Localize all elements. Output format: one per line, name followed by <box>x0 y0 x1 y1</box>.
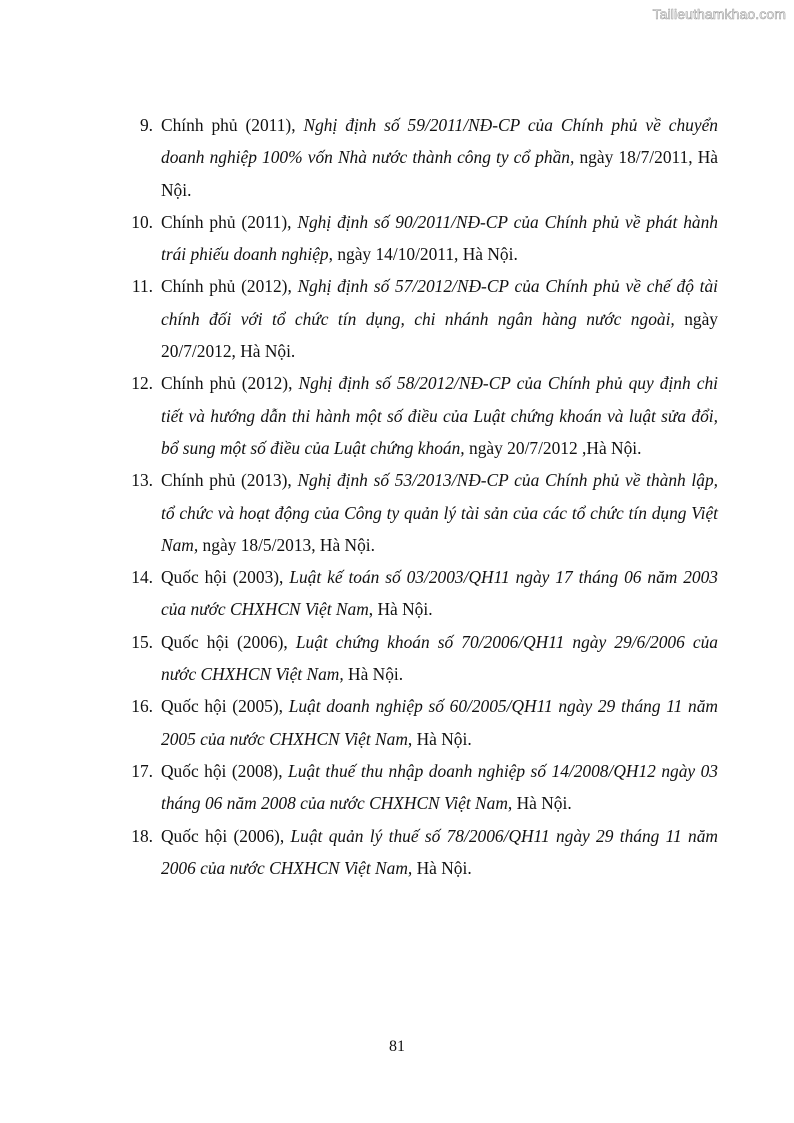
reference-details: ngày 20/7/2012, Hà Nội. <box>161 308 719 362</box>
watermark-text: Tailieuthamkhao.com <box>652 6 786 22</box>
reference-title: Nghị định số 53/2013/NĐ-CP của Chính phủ về thành lập, tổ chức và hoạt động của Công ty quản lý tài sản của các tổ chức tín dụng Việt Nam, <box>161 470 719 555</box>
reference-text <box>161 561 718 626</box>
reference-details: ngày 18/5/2013, Hà Nội. <box>198 534 375 555</box>
reference-list <box>0 109 794 884</box>
reference-number: 14. <box>131 567 153 588</box>
reference-number: 12. <box>131 373 153 394</box>
reference-number: 10. <box>131 211 153 232</box>
reference-details: ngày 20/7/2012 ,Hà Nội. <box>464 437 642 458</box>
reference-author: Quốc hội (2008), <box>161 760 289 781</box>
reference-item <box>0 270 794 367</box>
reference-text <box>161 626 718 691</box>
reference-title: Luật chứng khoán số 70/2006/QH11 ngày 29/6/2006 của nước CHXHCN Việt Nam, <box>161 631 718 685</box>
reference-number: 15. <box>131 631 153 652</box>
reference-author: Chính phủ (2011), <box>161 211 298 232</box>
page-number: 81 <box>389 1038 405 1055</box>
reference-text <box>161 109 718 206</box>
reference-text <box>161 206 718 271</box>
reference-details: , Hà Nội. <box>407 728 472 749</box>
reference-number: 9. <box>139 115 153 135</box>
reference-author: Quốc hội (2003), <box>161 567 290 588</box>
reference-title: Luật kế toán số 03/2003/QH11 ngày 17 tháng 06 năm 2003 của nước CHXHCN Việt Nam <box>161 567 719 620</box>
reference-author: Quốc hội (2005), <box>161 696 289 717</box>
reference-title: Luật thuế thu nhập doanh nghiệp số 14/2008/QH12 ngày 03 tháng 06 năm 2008 của nước CHXHCN Việt Nam, <box>161 760 718 814</box>
reference-text <box>161 690 718 755</box>
reference-number: 13. <box>131 470 153 491</box>
reference-details: Hà Nội. <box>343 664 404 685</box>
reference-item <box>0 755 794 820</box>
reference-author: Chính phủ (2012), <box>161 276 298 297</box>
reference-text <box>161 820 718 885</box>
reference-title: Luật quản lý thuế số 78/2006/QH11 ngày 29 tháng 11 năm 2006 của nước CHXHCN Việt Nam, <box>161 825 718 878</box>
reference-item <box>0 561 794 626</box>
reference-item <box>0 206 794 271</box>
reference-text <box>161 755 718 820</box>
reference-item <box>0 109 794 206</box>
reference-author: Chính phủ (2011), <box>161 115 304 135</box>
reference-details: ngày 18/7/2011, Hà Nội. <box>161 147 719 200</box>
reference-details: Hà Nội. <box>512 793 572 814</box>
reference-item <box>0 464 794 561</box>
reference-title: Nghị định số 57/2012/NĐ-CP của Chính phủ về chế độ tài chính đối với tổ chức tín dụng, chi nhánh ngân hàng nước ngoài, <box>161 276 719 329</box>
reference-details: , ngày 14/10/2011, Hà Nội. <box>328 244 518 265</box>
reference-number: 17. <box>131 760 153 781</box>
reference-text <box>161 367 718 464</box>
reference-text <box>161 270 718 367</box>
reference-number: 18. <box>131 825 153 846</box>
reference-item <box>0 626 794 691</box>
reference-author: Chính phủ (2012), <box>161 373 299 394</box>
reference-author: Quốc hội (2006), <box>161 631 296 652</box>
reference-item <box>0 367 794 464</box>
reference-item <box>0 820 794 885</box>
reference-title: Nghị định số 58/2012/NĐ-CP của Chính phủ quy định chi tiết và hướng dẫn thi hành một số điều của Luật chứng khoán và luật sửa đổi, bổ sung một số điều của Luật chứng khoán, <box>161 373 718 458</box>
reference-number: 16. <box>131 696 153 717</box>
reference-item <box>0 690 794 755</box>
reference-number: 11. <box>131 276 153 297</box>
reference-title: Nghị định số 59/2011/NĐ-CP của Chính phủ về chuyển doanh nghiệp 100% vốn Nhà nước thành công ty cổ phần, <box>161 115 718 168</box>
reference-author: Quốc hội (2006), <box>161 825 291 846</box>
reference-title: Nghị định số 90/2011/NĐ-CP của Chính phủ về phát hành trái phiếu doanh nghiệp <box>161 211 718 265</box>
reference-author: Chính phủ (2013), <box>161 470 298 491</box>
reference-details: Hà Nội. <box>412 857 472 878</box>
reference-title: Luật doanh nghiệp số 60/2005/QH11 ngày 29 tháng 11 năm 2005 của nước CHXHCN Việt Nam <box>161 696 718 749</box>
reference-details: , Hà Nội. <box>368 599 433 620</box>
reference-text <box>161 464 718 561</box>
